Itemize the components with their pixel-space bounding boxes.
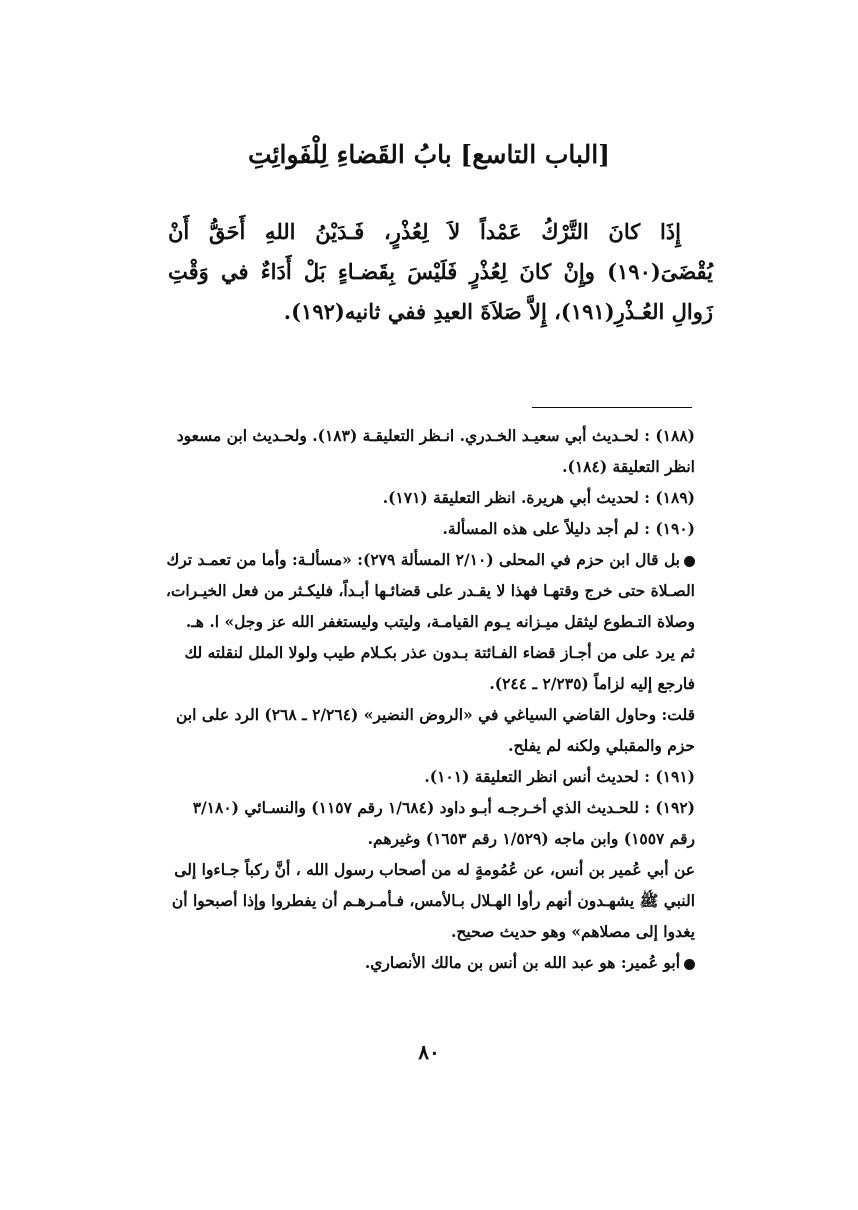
footnotes <box>165 420 695 978</box>
footnote-text: : لم أجد دليلاً على هذه المسألة. <box>442 519 650 538</box>
footnote-text: قلت: وحاول القاضي السياغي في «الروض النضير» (٢/٢٦٤ ـ ٢٦٨) الرد على ابن حزم والمقبلي ولكنه لم يفلح. <box>176 705 695 755</box>
footnote <box>165 699 695 761</box>
footnote-number: (١٩٠) <box>655 519 695 538</box>
main-paragraph: إِذَا كانَ التَّرْكُ عَمْداً لاَ لِعُذْرٍ، فَـدَيْنُ اللهِ أَحَقُّ أَنْ يُقْضَىَ(١٩٠) وإِنْ كانَ لِعُذْرٍ فَلَيْسَ بِقَضـاءٍ بَلْ أَدَاءٌ في وَقْتِ زَوالِ العُـذْرِ(١٩١)، إِلاَّ صَلاَةَ العيدِ ففي ثانيه(١٩٢). <box>168 219 713 324</box>
bullet-icon <box>684 556 695 567</box>
chapter-title: [الباب التاسع] بابُ القَضاءِ لِلْفَوائِتِ <box>248 140 610 169</box>
footnote <box>165 792 695 854</box>
footnote-number: (١٩٢) <box>655 798 695 817</box>
footnote <box>165 947 695 978</box>
page-number: ٨٠ <box>418 1040 440 1064</box>
footnote-separator <box>532 407 692 408</box>
footnote <box>165 544 695 637</box>
footnote-text: : لحديث أنس انظر التعليقة (١٠١). <box>424 767 650 786</box>
footnote-text: بل قال ابن حزم في المحلى (٢/١٠ المسألة ٢٧٩): «مسألـة: وأما من تعمـد ترك الصـلاة حتى خرج وقتهـا فهذا لا يقـدر على قضائـها أبـداً، فليكـثر من فعل الخيـرات، وصلاة التـطوع ليثقل ميـزانه يـوم القيامـة، وليتب وليستغفر الله عز وجل» ا. هـ. <box>165 550 695 631</box>
footnote <box>165 482 695 513</box>
footnote-text: ثم يرد على من أجـاز قضاء الفـائتة بـدون عذر بكـلام طيب ولولا الملل لنقلته لك فارجع إليه لزاماً (٢/٢٣٥ ـ ٢٤٤). <box>184 643 695 693</box>
main-text <box>168 212 713 332</box>
footnote-text: : لحديث أبي هريرة. انظر التعليقة (١٧١). <box>382 488 650 507</box>
footnote <box>165 637 695 699</box>
footnote-number: (١٨٩) <box>655 488 695 507</box>
footnote-number: (١٩١) <box>655 767 695 786</box>
bullet-icon <box>684 959 695 970</box>
footnote <box>165 513 695 544</box>
footnote-text: : لحـديث أبي سعيـد الخـدري. انـظر التعليقـة (١٨٣). ولحـديث ابن مسعود انظر التعليقة (١٨٤). <box>176 426 695 476</box>
footnote-text: عن أبي عُمير بن أنس، عن عُمُومةٍ له من أصحاب رسول الله ، أنَّ ركباً جـاءوا إلى النبي ﷺ يشهـدون أنهم رأوا الهـلال بـالأمس، فـأمـرهـم أن يفطروا وإذا أصبحوا أن يغدوا إلى مصلاهم» وهو حديث صحيح. <box>171 860 695 941</box>
footnote-number: (١٨٨) <box>655 426 695 445</box>
footnote-text: : للحـديث الذي أخـرجـه أبـو داود (١/٦٨٤ رقم ١١٥٧) والنسـائي (٣/١٨٠ رقم ١٥٥٧) وابن ماجه (١/٥٢٩ رقم ١٦٥٣) وغيرهم. <box>192 798 695 848</box>
footnote <box>165 420 695 482</box>
footnote <box>165 761 695 792</box>
footnote <box>165 854 695 947</box>
footnote-text: أبو عُمير: هو عبد الله بن أنس بن مالك الأنصاري. <box>364 953 680 972</box>
